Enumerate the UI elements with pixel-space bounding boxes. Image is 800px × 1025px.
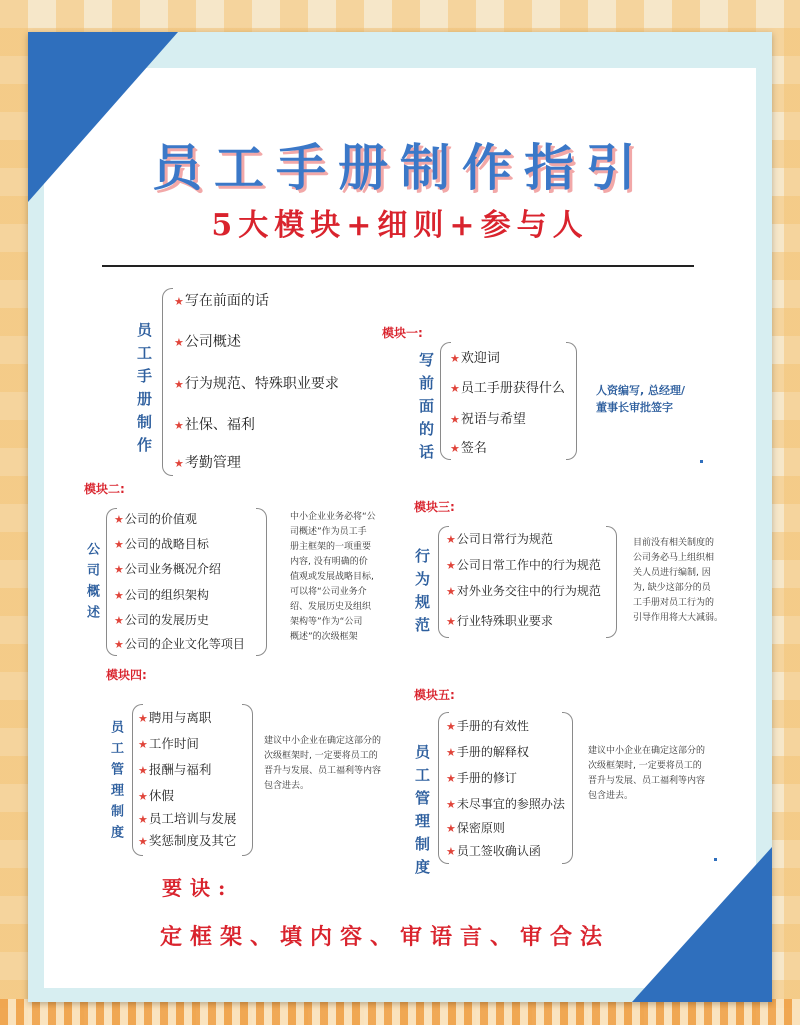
star-icon: ★ bbox=[138, 835, 148, 848]
list-item: ★公司的战略目标 bbox=[114, 537, 209, 551]
decorative-dot bbox=[714, 858, 717, 861]
list-item: ★写在前面的话 bbox=[174, 293, 269, 309]
list-item: ★员工签收确认函 bbox=[446, 844, 541, 858]
list-item: ★公司的价值观 bbox=[114, 512, 197, 526]
star-icon: ★ bbox=[174, 378, 184, 391]
module2-label: 公司概述 bbox=[84, 542, 99, 626]
list-item: ★考勤管理 bbox=[174, 455, 241, 471]
list-item: ★祝语与希望 bbox=[450, 412, 526, 427]
list-item: ★员工手册获得什么 bbox=[450, 381, 565, 396]
list-item: ★聘用与离职 bbox=[138, 710, 212, 725]
list-item: ★公司业务概况介绍 bbox=[114, 562, 221, 576]
list-item: ★行为规范、特殊职业要求 bbox=[174, 376, 339, 392]
list-item: ★休假 bbox=[138, 788, 174, 803]
star-icon: ★ bbox=[446, 559, 456, 572]
star-icon: ★ bbox=[450, 382, 460, 395]
star-icon: ★ bbox=[446, 533, 456, 546]
poster-card bbox=[28, 32, 772, 1002]
module4-label: 员工管理制度 bbox=[108, 720, 123, 846]
list-item: ★行业特殊职业要求 bbox=[446, 614, 553, 628]
star-icon: ★ bbox=[446, 798, 456, 811]
star-icon: ★ bbox=[138, 764, 148, 777]
module5-brace-right bbox=[562, 712, 573, 864]
star-icon: ★ bbox=[446, 772, 456, 785]
star-icon: ★ bbox=[114, 538, 124, 551]
title-divider bbox=[102, 265, 694, 267]
page-title: 员工手册制作指引 bbox=[152, 138, 648, 197]
module5-tag: 模块五: bbox=[414, 688, 455, 702]
module1-label: 写前面的话 bbox=[417, 352, 435, 467]
star-icon: ★ bbox=[114, 638, 124, 651]
star-icon: ★ bbox=[450, 352, 460, 365]
star-icon: ★ bbox=[446, 746, 456, 759]
module5-note: 建议中小企业在确定这部分的 次级框架时, 一定要将员工的 晋升与发展、员工福利等内容 包含进去。 bbox=[588, 746, 706, 801]
module3-label: 行为规范 bbox=[413, 548, 431, 640]
star-icon: ★ bbox=[446, 720, 456, 733]
module2-note: 中小企业业务必将“公 司概述”作为员工手 册主框架的一项重要 内容, 没有明确的价 值观或发展战略目标, 可以将“公司业务介 绍、发展历史及组织 架构等”作为“公司 概述”的次级框架 bbox=[290, 512, 376, 642]
list-item: ★公司日常工作中的行为规范 bbox=[446, 558, 601, 572]
star-icon: ★ bbox=[138, 712, 148, 725]
star-icon: ★ bbox=[174, 457, 184, 470]
star-icon: ★ bbox=[114, 513, 124, 526]
list-item: ★公司日常行为规范 bbox=[446, 532, 553, 546]
module4-note: 建议中小企业在确定这部分的 次级框架时, 一定要将员工的 晋升与发展、员工福利等内容 包含进去。 bbox=[264, 736, 382, 791]
list-item: ★对外业务交往中的行为规范 bbox=[446, 584, 601, 598]
star-icon: ★ bbox=[446, 615, 456, 628]
module1-note: 人资编写, 总经理/ 董事长审批签字 bbox=[596, 384, 686, 414]
module4-tag: 模块四: bbox=[106, 668, 147, 682]
star-icon: ★ bbox=[174, 336, 184, 349]
list-item: ★欢迎词 bbox=[450, 351, 500, 366]
list-item: ★公司的发展历史 bbox=[114, 613, 209, 627]
star-icon: ★ bbox=[174, 295, 184, 308]
list-item: ★保密原则 bbox=[446, 821, 505, 835]
list-item: ★社保、福利 bbox=[174, 417, 255, 433]
star-icon: ★ bbox=[446, 585, 456, 598]
decorative-dot bbox=[700, 460, 703, 463]
module1-brace-right bbox=[566, 342, 577, 460]
page-subtitle: 5大模块+细则+参与人 bbox=[211, 208, 589, 243]
module4-brace-right bbox=[242, 704, 253, 856]
module2-tag: 模块二: bbox=[84, 482, 125, 496]
list-item: ★公司概述 bbox=[174, 334, 241, 350]
list-item: ★公司的企业文化等项目 bbox=[114, 637, 245, 651]
star-icon: ★ bbox=[450, 442, 460, 455]
module3-note: 目前没有相关制度的 公司务必马上组织相 关人员进行编制, 因 为, 缺少这部分的员 工手册对员工行为的 引导作用将大大减弱。 bbox=[633, 538, 724, 623]
star-icon: ★ bbox=[450, 413, 460, 426]
overview-brace bbox=[162, 288, 173, 476]
corner-triangle-bottom-right bbox=[632, 847, 772, 1002]
star-icon: ★ bbox=[114, 614, 124, 627]
module5-label: 员工管理制度 bbox=[413, 744, 431, 882]
list-item: ★签名 bbox=[450, 441, 487, 456]
module3-brace-right bbox=[606, 526, 617, 638]
star-icon: ★ bbox=[446, 822, 456, 835]
star-icon: ★ bbox=[138, 790, 148, 803]
list-item: ★报酬与福利 bbox=[138, 762, 212, 777]
star-icon: ★ bbox=[138, 738, 148, 751]
list-item: ★工作时间 bbox=[138, 736, 199, 751]
tips-text: 定框架、填内容、审语言、审合法 bbox=[160, 924, 611, 950]
star-icon: ★ bbox=[138, 813, 148, 826]
module1-tag: 模块一: bbox=[382, 326, 423, 340]
list-item: ★奖惩制度及其它 bbox=[138, 833, 237, 848]
list-item: ★手册的修订 bbox=[446, 771, 517, 785]
list-item: ★手册的解释权 bbox=[446, 745, 529, 759]
module3-tag: 模块三: bbox=[414, 500, 455, 514]
tips-label: 要诀: bbox=[162, 876, 234, 900]
overview-label: 员工手册制作 bbox=[135, 322, 153, 460]
star-icon: ★ bbox=[174, 419, 184, 432]
star-icon: ★ bbox=[114, 563, 124, 576]
list-item: ★手册的有效性 bbox=[446, 719, 529, 733]
list-item: ★员工培训与发展 bbox=[138, 811, 237, 826]
star-icon: ★ bbox=[114, 589, 124, 602]
module2-brace-right bbox=[256, 508, 267, 656]
list-item: ★未尽事宜的参照办法 bbox=[446, 797, 565, 811]
module2-brace-left bbox=[106, 508, 117, 656]
star-icon: ★ bbox=[446, 845, 456, 858]
list-item: ★公司的组织架构 bbox=[114, 588, 209, 602]
decorative-border-strip bbox=[0, 999, 800, 1025]
